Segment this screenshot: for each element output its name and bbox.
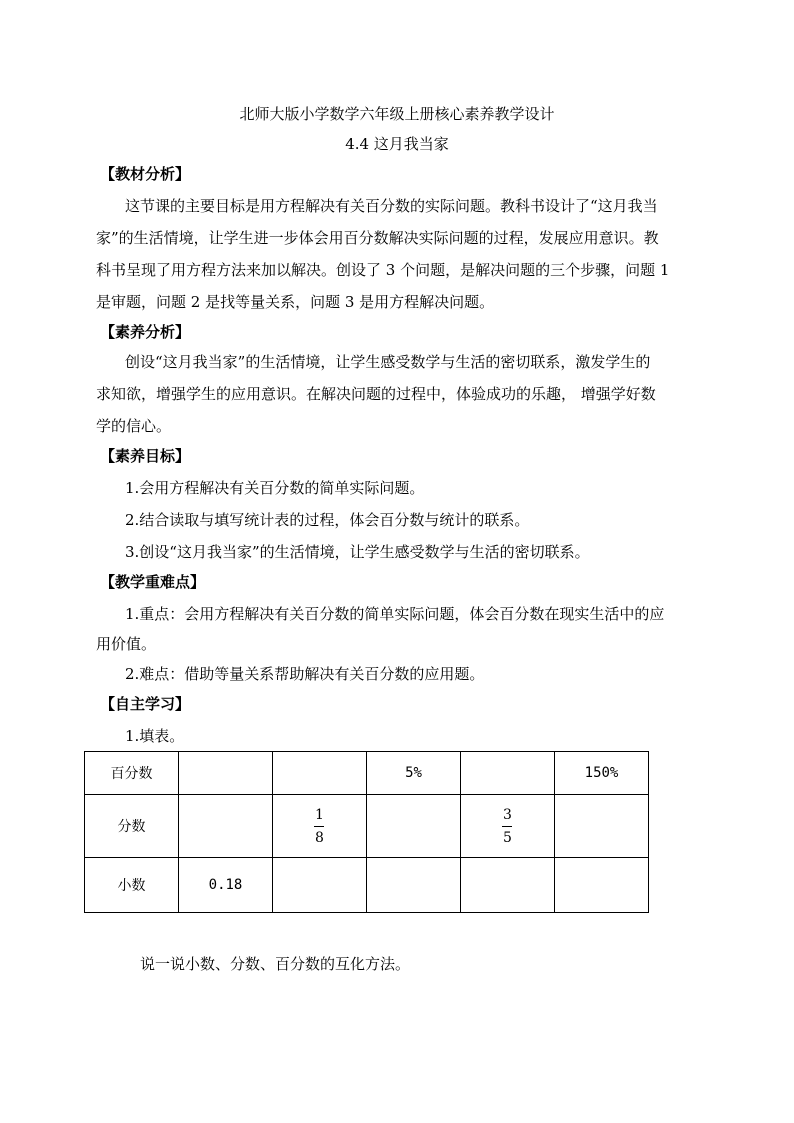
key-point-item: 2.难点：借助等量关系帮助解决有关百分数的应用题。 (125, 665, 485, 683)
fraction (500, 806, 515, 847)
fraction-bar (314, 826, 324, 827)
table-cell: 0.18 (179, 858, 273, 913)
paragraph-line: 创设“这月我当家”的生活情境，让学生感受数学与生活的密切联系，激发学生的 (125, 353, 651, 371)
table-cell (367, 795, 461, 858)
table-cell (461, 795, 555, 858)
key-point-item: 用价值。 (96, 635, 157, 653)
paragraph-line: 学的信心。 (96, 417, 172, 435)
table-cell (179, 752, 273, 795)
table-cell (273, 752, 367, 795)
key-point-item: 1.重点：会用方程解决有关百分数的简单实际问题，体会百分数在现实生活中的应 (125, 605, 665, 623)
paragraph-line: 求知欲，增强学生的应用意识。在解决问题的过程中，体验成功的乐趣， 增强学好数 (96, 385, 656, 403)
fraction-bar (502, 826, 512, 827)
section-heading-self-study: 【自主学习】 (100, 695, 191, 713)
goal-item: 3.创设“这月我当家”的生活情境，让学生感受数学与生活的密切联系。 (125, 543, 590, 561)
table-cell (461, 858, 555, 913)
paragraph-line: 这节课的主要目标是用方程解决有关百分数的实际问题。教科书设计了“这月我当 (125, 197, 658, 215)
document-title: 北师大版小学数学六年级上册核心素养教学设计 (239, 105, 555, 123)
table-row (85, 795, 649, 858)
table-cell (555, 858, 649, 913)
row-label-percent: 百分数 (85, 752, 179, 795)
closing-prompt: 说一说小数、分数、百分数的互化方法。 (140, 955, 411, 973)
table-cell (555, 795, 649, 858)
table-cell (273, 795, 367, 858)
table-cell (461, 752, 555, 795)
table-row (85, 752, 649, 795)
lesson-title: 4.4 这月我当家 (345, 135, 449, 153)
section-heading-literacy-analysis: 【素养分析】 (100, 323, 191, 341)
row-label-fraction: 分数 (85, 795, 179, 858)
goal-item: 2.结合读取与填写统计表的过程，体会百分数与统计的联系。 (125, 511, 530, 529)
paragraph-line: 家”的生活情境，让学生进一步体会用百分数解决实际问题的过程，发展应用意识。教 (96, 229, 659, 247)
table-cell: 5% (367, 752, 461, 795)
fraction (312, 806, 327, 847)
fraction-numerator: 1 (315, 806, 324, 823)
goal-item: 1.会用方程解决有关百分数的简单实际问题。 (125, 479, 425, 497)
table-cell: 150% (555, 752, 649, 795)
fraction-denominator: 8 (315, 829, 324, 846)
fraction-denominator: 5 (503, 829, 512, 846)
exercise-instruction: 1.填表。 (125, 727, 185, 745)
paragraph-line: 是审题，问题 2 是找等量关系，问题 3 是用方程解决问题。 (96, 293, 495, 311)
section-heading-literacy-goals: 【素养目标】 (100, 447, 191, 465)
table-row (85, 858, 649, 913)
section-heading-key-points: 【教学重难点】 (100, 573, 206, 591)
fraction-numerator: 3 (503, 806, 512, 823)
conversion-table (84, 751, 649, 913)
table-cell (367, 858, 461, 913)
section-heading-textbook-analysis: 【教材分析】 (100, 165, 191, 183)
row-label-decimal: 小数 (85, 858, 179, 913)
paragraph-line: 科书呈现了用方程方法来加以解决。创设了 3 个问题，是解决问题的三个步骤，问题 1 (96, 261, 670, 279)
table-cell (273, 858, 367, 913)
table-cell (179, 795, 273, 858)
